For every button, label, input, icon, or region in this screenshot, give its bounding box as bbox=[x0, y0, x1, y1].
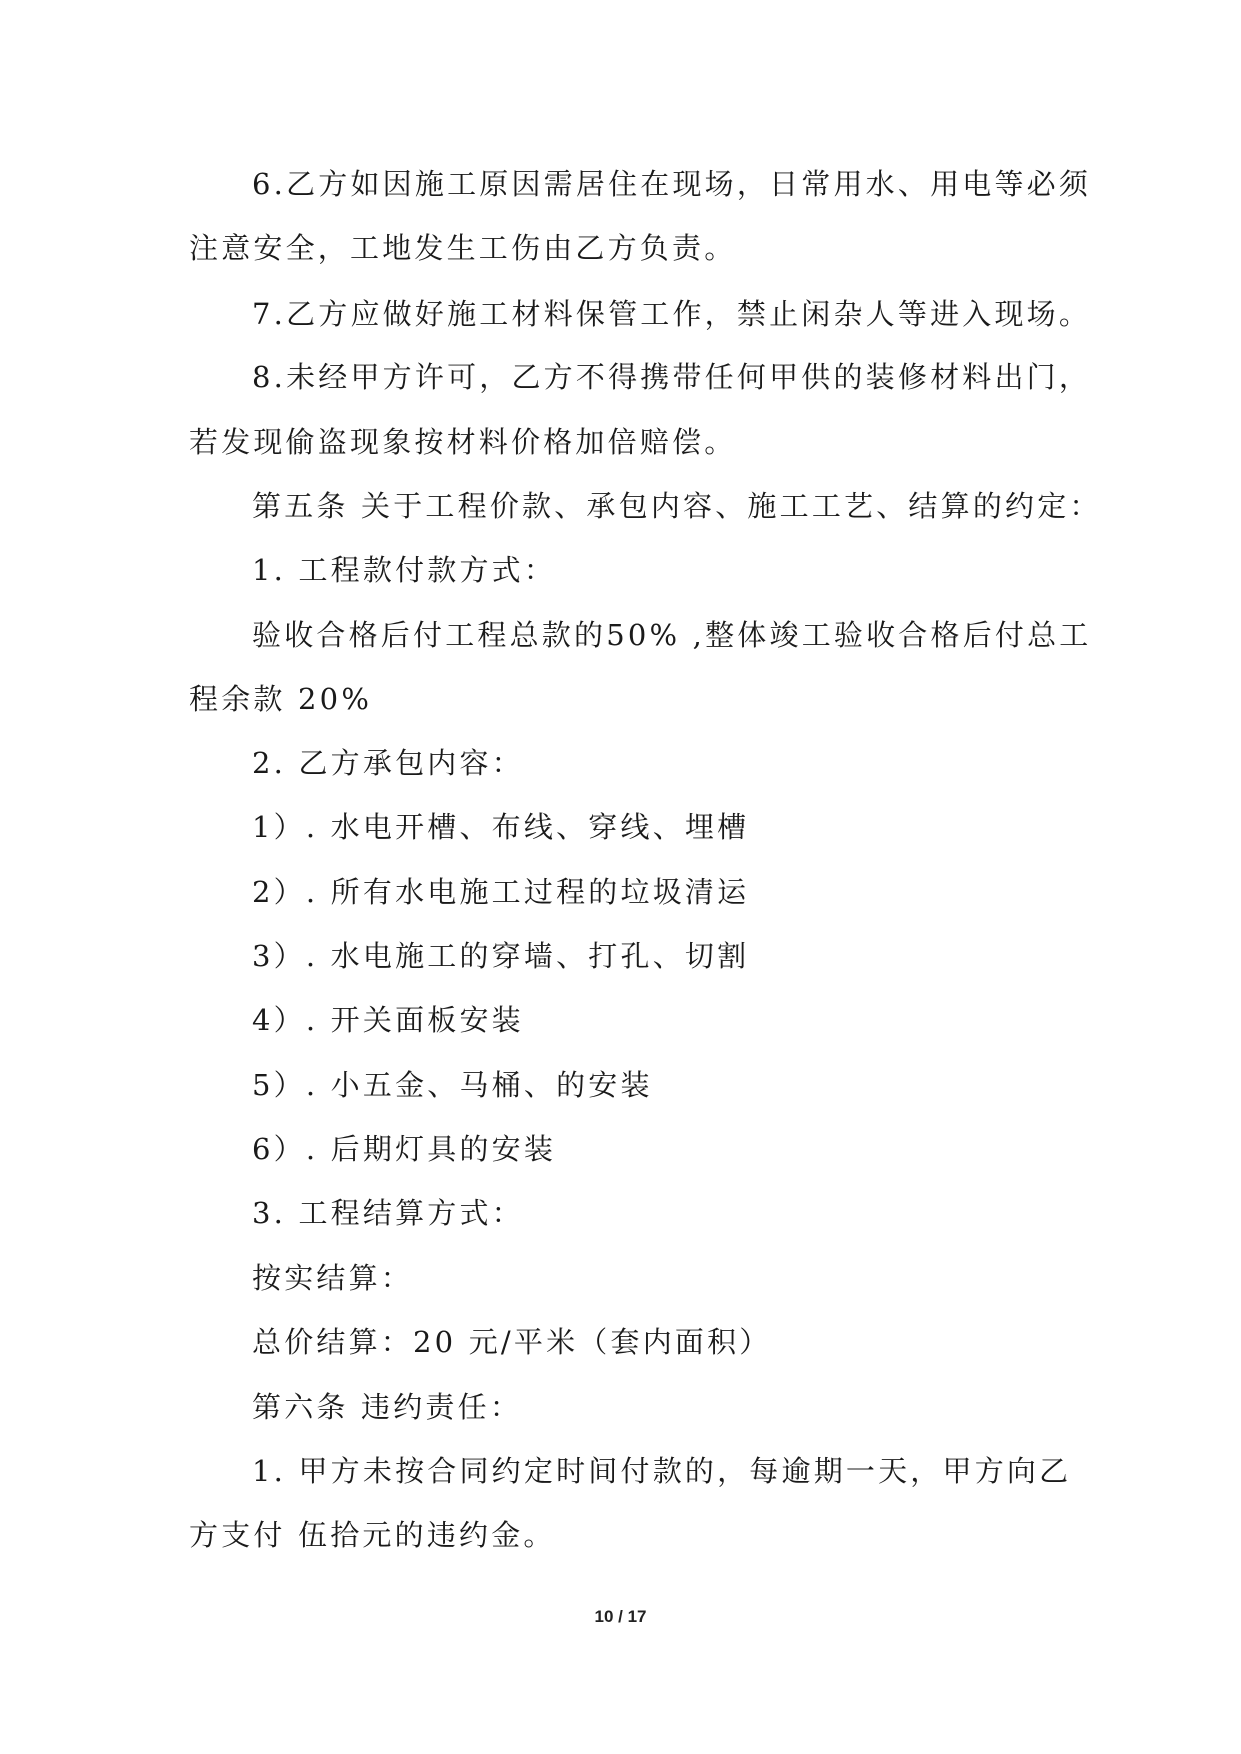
paragraph-line: 验收合格后付工程总款的50% ,整体竣工验收合格后付总工 bbox=[252, 618, 1092, 652]
paragraph-line: 6.乙方如因施工原因需居住在现场，日常用水、用电等必须 bbox=[252, 167, 1092, 201]
section-heading: 第五条 关于工程价款、承包内容、施工工艺、结算的约定： bbox=[252, 489, 1102, 523]
paragraph-line: 1. 工程款付款方式： bbox=[252, 553, 557, 587]
list-item: 2）. 所有水电施工过程的垃圾清运 bbox=[252, 875, 750, 909]
list-item: 5）. 小五金、马桶、的安装 bbox=[252, 1068, 653, 1102]
paragraph-line: 2. 乙方承包内容： bbox=[252, 746, 524, 780]
list-item: 6）. 后期灯具的安装 bbox=[252, 1132, 557, 1166]
paragraph-line: 8.未经甲方许可，乙方不得携带任何甲供的装修材料出门， bbox=[252, 360, 1092, 394]
list-item: 1）. 水电开槽、布线、穿线、埋槽 bbox=[252, 810, 750, 844]
paragraph-line: 方支付 伍拾元的违约金。 bbox=[189, 1518, 556, 1552]
list-item: 4）. 开关面板安装 bbox=[252, 1003, 524, 1037]
paragraph-line: 3. 工程结算方式： bbox=[252, 1196, 524, 1230]
paragraph-line: 程余款 20% bbox=[189, 682, 373, 716]
paragraph-line: 7.乙方应做好施工材料保管工作，禁止闲杂人等进入现场。 bbox=[252, 297, 1092, 331]
page-number: 10 / 17 bbox=[594, 1607, 647, 1626]
paragraph-line: 1. 甲方未按合同约定时间付款的，每逾期一天，甲方向乙 bbox=[252, 1454, 1072, 1488]
paragraph-line: 按实结算： bbox=[252, 1261, 414, 1295]
paragraph-line: 若发现偷盗现象按材料价格加倍赔偿。 bbox=[189, 425, 737, 459]
section-heading: 第六条 违约责任： bbox=[252, 1390, 523, 1424]
paragraph-line: 总价结算：20 元/平米（套内面积） bbox=[252, 1325, 772, 1359]
paragraph-line: 注意安全，工地发生工伤由乙方负责。 bbox=[189, 231, 737, 265]
list-item: 3）. 水电施工的穿墙、打孔、切割 bbox=[252, 939, 750, 973]
